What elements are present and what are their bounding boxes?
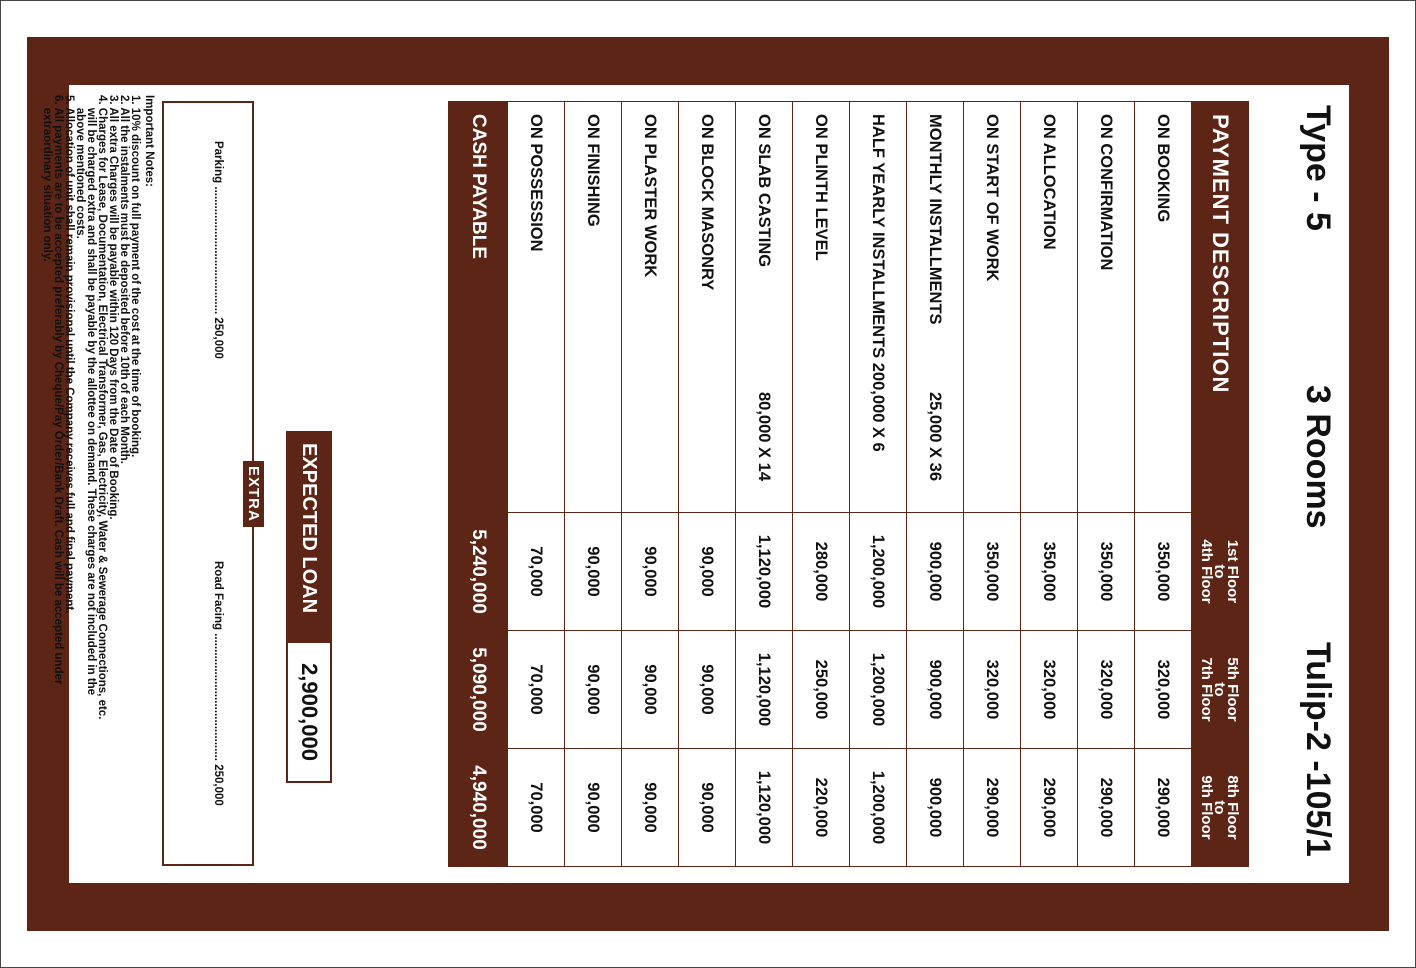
- row-label: ON SLAB CASTING: [755, 114, 774, 268]
- row-description: [1078, 102, 1135, 513]
- amount-floor-8-9: 290,000: [964, 749, 1021, 867]
- row-label: HALF YEARLY INSTALLMENTS 200,000 X 6: [869, 114, 888, 452]
- total-floor-1-4: 5,240,000: [449, 513, 508, 631]
- column-header-floor-5-7: 5th Floor to 7th Floor: [1192, 631, 1249, 749]
- row-label: ON ALLOCATION: [1040, 114, 1059, 250]
- amount-floor-8-9: 220,000: [793, 749, 850, 867]
- table-row: [793, 102, 850, 867]
- row-description: [850, 102, 907, 513]
- note-line: will be charged extra and shall be payable by the allottee on demand. These charges are not included in the: [85, 95, 97, 696]
- table-header-row: [1192, 102, 1249, 867]
- parking-charge: Parking ........................................ 250,000: [212, 141, 224, 359]
- important-notes: [41, 95, 154, 885]
- amount-floor-1-4: 90,000: [565, 513, 622, 631]
- table-row: [907, 102, 964, 867]
- amount-floor-1-4: 350,000: [964, 513, 1021, 631]
- row-label: ON START OF WORK: [983, 114, 1002, 282]
- amount-floor-8-9: 1,120,000: [736, 749, 793, 867]
- road-facing-charge: Road Facing ........................................ 250,000: [212, 561, 224, 806]
- amount-floor-5-7: 1,120,000: [736, 631, 793, 749]
- table-row: [736, 102, 793, 867]
- header: [1259, 85, 1349, 883]
- table-row: [964, 102, 1021, 867]
- table-row: [1135, 102, 1192, 867]
- amount-floor-1-4: 90,000: [622, 513, 679, 631]
- amount-floor-8-9: 290,000: [1135, 749, 1192, 867]
- amount-floor-8-9: 90,000: [679, 749, 736, 867]
- row-description: [964, 102, 1021, 513]
- expected-loan-box: [286, 431, 332, 783]
- column-header-floor-8-9: 8th Floor to 9th Floor: [1192, 749, 1249, 867]
- total-floor-8-9: 4,940,000: [449, 749, 508, 867]
- amount-floor-5-7: 320,000: [1135, 631, 1192, 749]
- note-line: above mentioned costs.: [74, 95, 86, 239]
- row-description: [679, 102, 736, 513]
- note-line: 6. All payments are to be accepted preferably by Cheque/Pay Order/Bank Draft. Cash will be accepted under: [52, 95, 64, 685]
- amount-floor-8-9: 290,000: [1078, 749, 1135, 867]
- amount-floor-5-7: 1,200,000: [850, 631, 907, 749]
- amount-floor-1-4: 900,000: [907, 513, 964, 631]
- amount-floor-8-9: 1,200,000: [850, 749, 907, 867]
- total-floor-5-7: 5,090,000: [449, 631, 508, 749]
- amount-floor-5-7: 320,000: [964, 631, 1021, 749]
- total-label: CASH PAYABLE: [449, 102, 508, 513]
- amount-floor-1-4: 90,000: [679, 513, 736, 631]
- row-multiplier: 80,000 X 14: [755, 392, 773, 481]
- amount-floor-5-7: 90,000: [679, 631, 736, 749]
- amount-floor-5-7: 250,000: [793, 631, 850, 749]
- amount-floor-5-7: 70,000: [508, 631, 565, 749]
- row-description: [508, 102, 565, 513]
- extra-charges-box: [162, 101, 262, 866]
- note-line: 1. 10% discount on full payment of the cost at the time of booking.: [129, 95, 141, 458]
- row-description: [1135, 102, 1192, 513]
- row-description: [1021, 102, 1078, 513]
- amount-floor-1-4: 280,000: [793, 513, 850, 631]
- amount-floor-8-9: 900,000: [907, 749, 964, 867]
- expected-loan-value: 2,900,000: [297, 663, 322, 761]
- row-label: MONTHLY INSTALLMENTS: [926, 114, 945, 325]
- amount-floor-8-9: 90,000: [622, 749, 679, 867]
- row-label: ON PLINTH LEVEL: [812, 114, 831, 261]
- note-line: 2. All the instalments must be deposited before 10th of each Month.: [118, 95, 130, 464]
- amount-floor-1-4: 350,000: [1078, 513, 1135, 631]
- document-sheet: [41, 85, 1349, 883]
- note-line: 5. Allocation of unit shall remain provisional until the Company receives full and final payment.: [63, 95, 75, 614]
- amount-floor-5-7: 900,000: [907, 631, 964, 749]
- rooms-title: 3 Rooms: [1299, 385, 1337, 529]
- amount-floor-1-4: 350,000: [1021, 513, 1078, 631]
- table-row: [508, 102, 565, 867]
- column-header-floor-1-4: 1st Floor to 4th Floor: [1192, 513, 1249, 631]
- table-row: [622, 102, 679, 867]
- amount-floor-5-7: 90,000: [622, 631, 679, 749]
- note-line: 4. Charges for Lease, Documentation, Electrical Transformer, Gas, Electricity, Water & Sewerage Connections, etc.: [96, 95, 108, 720]
- amount-floor-5-7: 90,000: [565, 631, 622, 749]
- column-header-description: PAYMENT DESCRIPTION: [1192, 102, 1249, 513]
- amount-floor-8-9: 290,000: [1021, 749, 1078, 867]
- notes-title: Important Notes:: [143, 95, 155, 187]
- row-label: ON FINISHING: [584, 114, 603, 227]
- row-description: [793, 102, 850, 513]
- amount-floor-1-4: 1,200,000: [850, 513, 907, 631]
- amount-floor-5-7: 320,000: [1078, 631, 1135, 749]
- row-label: ON PLASTER WORK: [641, 114, 660, 278]
- row-label: ON BOOKING: [1154, 114, 1173, 223]
- expected-loan-label: EXPECTED LOAN: [288, 433, 330, 643]
- table-row: [850, 102, 907, 867]
- amount-floor-1-4: 1,120,000: [736, 513, 793, 631]
- note-line: extraordinary situation only.: [41, 95, 53, 262]
- total-row: [449, 102, 508, 867]
- amount-floor-1-4: 70,000: [508, 513, 565, 631]
- amount-floor-8-9: 70,000: [508, 749, 565, 867]
- row-description: [565, 102, 622, 513]
- project-title: Tulip-2 -105/1: [1299, 642, 1337, 857]
- row-label: ON POSSESSION: [527, 114, 546, 252]
- amount-floor-1-4: 350,000: [1135, 513, 1192, 631]
- table-row: [1021, 102, 1078, 867]
- table-row: [565, 102, 622, 867]
- row-multiplier: 25,000 X 36: [926, 392, 944, 481]
- note-line: 3. All extra Charges will be payable within 120 Days from the Date of Booking.: [107, 95, 119, 520]
- row-description: [907, 102, 964, 513]
- table-row: [1078, 102, 1135, 867]
- type-title: Type - 5: [1299, 105, 1337, 231]
- extra-label: EXTRA: [243, 461, 264, 527]
- row-description: [622, 102, 679, 513]
- price-sheet: [41, 85, 1349, 883]
- row-label: ON BLOCK MASONRY: [698, 114, 717, 291]
- table-row: [679, 102, 736, 867]
- amount-floor-8-9: 90,000: [565, 749, 622, 867]
- amount-floor-5-7: 320,000: [1021, 631, 1078, 749]
- row-label: ON CONFIRMATION: [1097, 114, 1116, 271]
- payment-table: [448, 101, 1249, 867]
- row-description: [736, 102, 793, 513]
